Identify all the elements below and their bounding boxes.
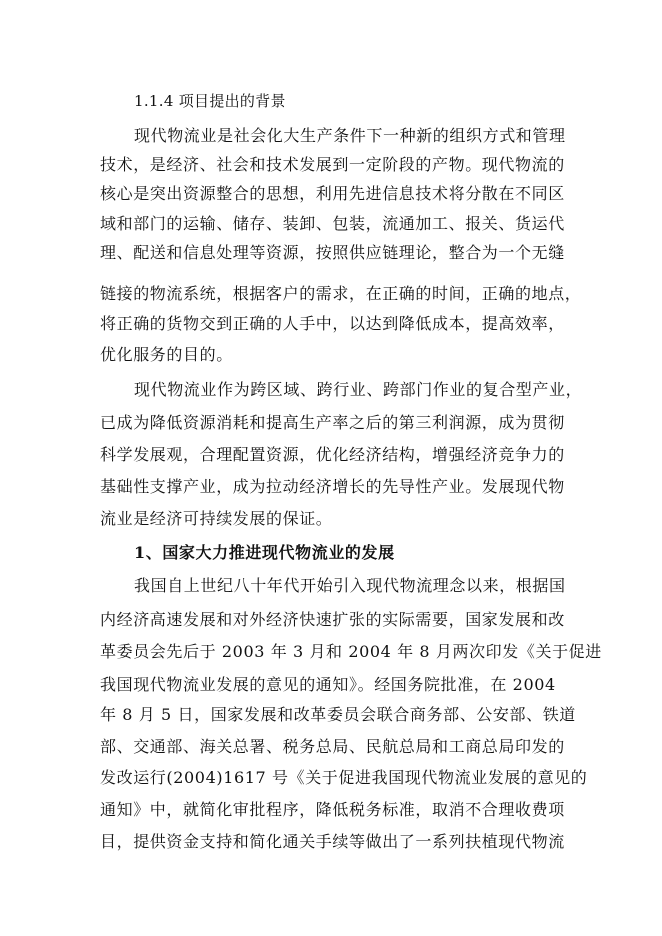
- paragraph-line: 理、配送和信息处理等资源，按照供应链理论，整合为一个无缝: [100, 243, 565, 262]
- paragraph-line: 将正确的货物交到正确的人手中，以达到降低成本，提高效率，: [100, 314, 565, 333]
- paragraph-line: 优化服务的目的。: [100, 345, 233, 364]
- paragraph-line: 域和部门的运输、储存、装卸、包装，流通加工、报关、货运代: [100, 214, 565, 233]
- paragraph-line: 我国现代物流业发展的意见的通知》。经国务院批准，在 2004: [100, 675, 556, 694]
- section-heading: 1、国家大力推进现代物流业的发展: [134, 543, 395, 562]
- paragraph-line: 已成为降低资源消耗和提高生产率之后的第三利润源，成为贯彻: [100, 413, 565, 432]
- paragraph-line: 基础性支撑产业，成为拉动经济增长的先导性产业。发展现代物: [100, 477, 565, 496]
- paragraph-line: 科学发展观，合理配置资源，优化经济结构，增强经济竞争力的: [100, 445, 565, 464]
- paragraph-line: 发改运行(2004)1617 号《关于促进我国现代物流业发展的意见的: [100, 768, 588, 787]
- paragraph-line: 通知》中，就简化审批程序，降低税务标准，取消不合理收费项: [100, 800, 565, 819]
- paragraph-line: 现代物流业作为跨区域、跨行业、跨部门作业的复合型产业，: [134, 380, 583, 399]
- paragraph-line: 核心是突出资源整合的思想，利用先进信息技术将分散在不同区: [100, 184, 565, 203]
- paragraph-line: 革委员会先后于 2003 年 3 月和 2004 年 8 月两次印发《关于促进: [100, 642, 602, 661]
- paragraph-line: 我国自上世纪八十年代开始引入现代物流理念以来，根据国: [134, 576, 566, 595]
- paragraph-line: 现代物流业是社会化大生产条件下一种新的组织方式和管理: [134, 126, 566, 145]
- paragraph-line: 部、交通部、海关总署、税务总局、民航总局和工商总局印发的: [100, 737, 565, 756]
- paragraph-line: 内经济高速发展和对外经济快速扩张的实际需要，国家发展和改: [100, 610, 565, 629]
- section-title: 1.1.4 项目提出的背景: [134, 92, 286, 110]
- paragraph-line: 年 8 月 5 日，国家发展和改革委员会联合商务部、公安部、铁道: [100, 705, 576, 724]
- paragraph-line: 目，提供资金支持和简化通关手续等做出了一系列扶植现代物流: [100, 832, 565, 851]
- paragraph-line: 技术，是经济、社会和技术发展到一定阶段的产物。现代物流的: [100, 155, 565, 174]
- paragraph-line: 流业是经济可持续发展的保证。: [100, 509, 333, 528]
- paragraph-line: 链接的物流系统，根据客户的需求，在正确的时间，正确的地点，: [100, 284, 582, 303]
